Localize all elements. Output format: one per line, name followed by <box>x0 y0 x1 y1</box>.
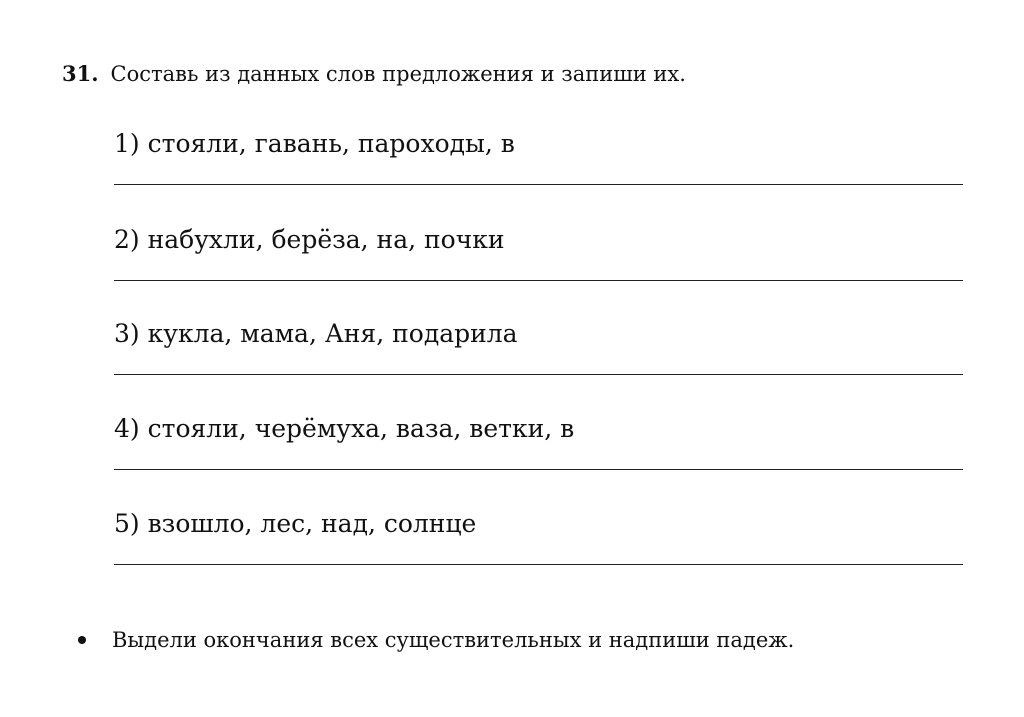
exercise-item-2 <box>114 224 964 284</box>
task-header <box>62 60 686 88</box>
task-number: 31. <box>62 61 99 86</box>
answer-line[interactable] <box>114 564 963 565</box>
bullet-icon <box>78 636 86 644</box>
answer-line[interactable] <box>114 469 963 470</box>
extra-task-text: Выдели окончания всех существительных и надпиши падеж. <box>112 628 795 652</box>
answer-line[interactable] <box>114 184 963 185</box>
exercise-item-3 <box>114 318 964 378</box>
answer-line[interactable] <box>114 280 963 281</box>
exercise-item-4 <box>114 413 964 473</box>
exercise-words: 2) набухли, берёза, на, почки <box>114 225 505 254</box>
answer-line[interactable] <box>114 374 963 375</box>
extra-task <box>78 626 794 654</box>
exercise-words: 4) стояли, черёмуха, ваза, ветки, в <box>114 414 575 443</box>
exercise-item-1 <box>114 128 964 188</box>
exercise-item-5 <box>114 508 964 568</box>
exercise-words: 3) кукла, мама, Аня, подарила <box>114 319 518 348</box>
exercise-words: 1) стояли, гавань, пароходы, в <box>114 129 515 158</box>
task-instruction: Составь из данных слов предложения и запиши их. <box>110 62 686 86</box>
exercise-words: 5) взошло, лес, над, солнце <box>114 509 477 538</box>
